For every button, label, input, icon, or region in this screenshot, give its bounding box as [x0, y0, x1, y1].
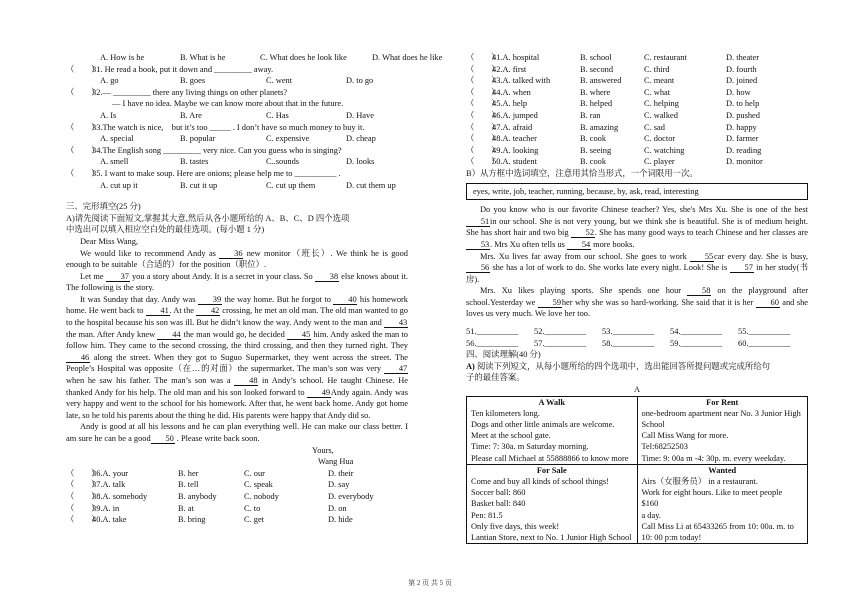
letter-salutation: Dear Miss Wang, — [80, 236, 139, 246]
option: D. looks — [346, 157, 375, 167]
option: D. to go — [346, 76, 374, 86]
option: D. cut them up — [346, 180, 396, 190]
blank: 44 — [157, 330, 181, 340]
option: A. Is — [100, 110, 117, 120]
option: A. How is he — [100, 53, 145, 62]
option: C..sounds — [266, 157, 300, 167]
ad-wanted: Wanted Airs（女服务员） in a restaurant. Work for eight hours. Like to meet people $160 a day. Call Miss Li at 65433265 from 10: 00a. m. to 10: 00 p:m today! — [637, 464, 808, 543]
blank: 40 — [333, 295, 357, 305]
blank: 53 — [466, 240, 490, 250]
question-stem: 33.The watch is nice, but it’s too _____ . I don’t have so much money to buy it. — [92, 122, 365, 132]
q35-options — [66, 180, 408, 192]
answer-line[interactable]: 52.__________ — [534, 327, 587, 337]
option: C. went — [266, 76, 293, 86]
blank: 47 — [384, 364, 408, 374]
blank: 45 — [287, 330, 311, 340]
letter-paragraph-3: It was Sunday that day. Andy was 39 the way home. But he forgot to 40 his homework home. He went back to 41. At the 42 crossing, he met an old man. The old man wanted to go to the hospital because his son was ill. But he didn’t know the way. Andy went to the man and 43 the man. After Andy knew 44 the man would go, he decided 45 him. Andy asked the man to follow him. They came to the second crossing, the third crossing, and then they turned right. They46 along the street. When they got to Suguo Supermarket, they went across the street. The People’s Hospital was opposite（在…的对面）the supermarket. The man’s son was very 47 when he saw his father. The man’s son was a 48 in Andy’s school. He taught Chinese. He thanked Andy for his help. The old man and his son looked forward to 49Andy again. Andy was very happy and went to the school for his homework. After that, he went back home. Andy got home late, so he told his parents about the thing he did. His parents were happy that Andy did so. — [66, 294, 408, 420]
option-row: （ ） 46.A. jumped B. ran C. walked D. pushed — [466, 110, 760, 120]
blank: 54 — [567, 240, 591, 250]
left-column — [66, 52, 443, 526]
right-column — [466, 52, 808, 544]
blank: 37 — [106, 272, 130, 282]
blank: 49 — [307, 388, 331, 398]
ad-walk: A Walk Ten kilometers long. Dogs and other little animals are welcome. Meet at the school gate. Time: 7: 30a. m Saturday morning. Please call Michael at 55888866 to know more — [467, 396, 638, 464]
option: A. cut up it — [100, 180, 138, 190]
q33-options — [66, 133, 408, 145]
blank: 56 — [466, 263, 490, 273]
q36-40-options — [66, 468, 408, 526]
option-row: （ ） 38.A. somebody B. anybody C. nobody D. everybody — [66, 491, 374, 501]
passage-paragraph-3: Mrs. Xu likes playing sports. She spends one hour 58 on the playground after school.Yesterday we 59her why she was so hard-working. She said that it is her 60 and she loves us very much. We love her too. — [466, 286, 808, 319]
section-instructions: 子的最佳答案。 — [466, 373, 525, 383]
question-31 — [66, 64, 408, 76]
option: D. cheap — [346, 134, 376, 144]
word-box: eyes, write, job, teacher, running, because, by, ask, read, interesting — [466, 183, 808, 201]
letter-paragraph-1: We would like to recommend Andy as 36 new monitor（班长）. We think he is good enough to be suitable（合适的）for the position（职位）. — [66, 248, 408, 270]
letter-signature: Wang Hua — [318, 457, 354, 467]
question-stem-2: — I have no idea. Maybe we can know more about that in the future. — [112, 99, 344, 109]
blank: 60 — [756, 298, 780, 308]
ad-sale: For Sale Come and buy all kinds of school things! Soccer ball: 860 Basket ball: 840 Pen: 81.5 Only five days, this week! Lantian Store, next to No. 1 Junior High School — [467, 464, 638, 543]
option-row: （ ） 40.A. take B. bring C. get D. hide — [66, 515, 353, 525]
answer-bracket: （ ） — [66, 122, 100, 132]
letter-closing: Yours, — [312, 445, 334, 455]
section-title: B）从方框中选词填空，注意用其恰当形式，一个词限用一次。 — [466, 168, 698, 178]
answer-line[interactable]: 55.__________ — [738, 327, 791, 337]
option-row: （ ） 48.A. teacher B. cook C. doctor D. farmer — [466, 134, 759, 144]
option: D. What does he like — [372, 53, 443, 62]
answer-bracket: （ ） — [66, 64, 100, 74]
answer-line[interactable]: 60.__________ — [738, 338, 791, 348]
option: B. tastes — [180, 157, 209, 167]
question-33 — [66, 122, 408, 134]
question-34 — [66, 145, 408, 157]
option: B. What is he — [180, 53, 226, 62]
letter-paragraph-2: Let me 37 you a story about Andy. It is a secret in your class. So 38 else knows about it. The following is the story. — [66, 271, 408, 293]
answer-line[interactable]: 59.__________ — [670, 338, 723, 348]
option-row: （ ） 36.A. your B. her C. our D. their — [66, 468, 354, 478]
question-stem: 31. He read a book, put it down and _________ away. — [92, 64, 274, 74]
option-row: （ ） 43.A. talked with B. answered C. meant D. joined — [466, 76, 758, 86]
passage-label: A — [633, 385, 641, 395]
ads-table — [466, 396, 808, 545]
option-row: （ ） 37.A. talk B. tell C. speak D. say — [66, 480, 350, 490]
letter-paragraph-4: Andy is good at all his lessons and he can plan everything well. He can make our class better. I am sure he can be a good 50 . Please write back soon. — [66, 422, 408, 443]
blank: 52 — [571, 228, 595, 238]
option-row: （ ） 44.A. when B. where C. what D. how — [466, 87, 751, 97]
option-row: （ ） 47.A. afraid B. amazing C. sad D. happy — [466, 122, 757, 132]
blank: 42 — [196, 306, 220, 316]
blank: 58 — [687, 286, 711, 296]
option: B. popular — [180, 134, 216, 144]
question-stem: 34.The English song _________ very nice. Can you guess who is singing? — [92, 145, 342, 155]
option: C. expensive — [266, 134, 310, 144]
question-stem: 32.— _________ there any living things on other planets? — [92, 87, 288, 97]
passage-paragraph-2: Mrs. Xu lives far away from our school. She goes to work 55car every day. She is busy, 56 she has a lot of work to do. She works late every night. Look! She is 57 in her study(书房). — [466, 251, 809, 284]
q41-50-options — [466, 52, 808, 168]
answer-line[interactable]: 54.__________ — [670, 327, 723, 337]
option: B. cut it up — [180, 180, 218, 190]
q30-options — [66, 52, 443, 64]
option-row: （ ） 49.A. looking B. seeing C. watching D. reading — [466, 145, 762, 155]
blank: 55 — [690, 252, 714, 262]
option: C. Has — [266, 110, 289, 120]
option-row: （ ） 41.A. hospital B. school C. restaurant D. theater — [466, 53, 760, 62]
option-row: （ ） 50.A. student B. cook C. player D. monitor — [466, 157, 763, 167]
q31-options — [66, 75, 408, 87]
option-row: （ ） 42.A. first B. second C. third D. fourth — [466, 64, 757, 74]
blank: 59 — [538, 298, 562, 308]
question-32 — [66, 87, 408, 99]
blank: 43 — [384, 318, 408, 328]
answer-bracket: （ ） — [66, 87, 100, 97]
option: C. cut up them — [266, 180, 316, 190]
option: B. Are — [180, 110, 202, 120]
option-row: （ ） 45.A. help B. helped C. helping D. to help — [466, 99, 760, 109]
option-row: （ ） 39.A. in B. at C. to D. on — [66, 503, 347, 513]
answer-line[interactable]: 56.__________ — [466, 338, 519, 348]
option: A. special — [100, 134, 134, 144]
passage-paragraph-1: Do you know who is our favorite Chinese teacher? Yes, she's Mrs Xu. She is one of the best 51in our school. She is not very young, but we think she is beautiful. She is of medium height. She has short hair and two big 52. She has many good ways to teach Chinese and her classes are53. Mrs Xu often tells us 54 more books. — [466, 205, 808, 249]
blank: 38 — [315, 272, 339, 282]
blank: 41 — [146, 306, 170, 316]
question-35 — [66, 168, 408, 180]
option: D. Have — [346, 110, 374, 120]
option: B. goes — [180, 76, 206, 86]
section-instructions: 中选出可以填入相应空白处的最佳选项。(每小题 1 分) — [66, 225, 265, 235]
page-number: 第 2 页 共 5 页 — [408, 579, 452, 587]
answer-lines — [466, 326, 808, 349]
blank: 48 — [234, 376, 258, 386]
answer-bracket: （ ） — [66, 168, 100, 178]
blank: 39 — [198, 295, 222, 305]
answer-bracket: （ ） — [66, 145, 100, 155]
answer-line[interactable]: 51.__________ — [466, 327, 519, 337]
blank: 46 — [66, 353, 90, 363]
section-instructions: A) 阅读下列短文，从每小题所给的四个选项中，选出能回答所提问题或完成所给句 — [466, 361, 771, 371]
section-title: 三、完形填空(25 分) — [66, 202, 141, 212]
option: A. smell — [100, 157, 129, 167]
answer-line[interactable]: 53.__________ — [602, 327, 655, 337]
q34-options — [66, 156, 408, 168]
question-stem: 35. I want to make soup. Here are onions; please help me to __________ . — [92, 168, 341, 178]
answer-line[interactable]: 58.__________ — [602, 338, 655, 348]
blank: 57 — [730, 263, 754, 273]
section-title: 四、阅读理解(40 分) — [466, 350, 541, 360]
ad-rent: For Rent one-bedroom apartment near No. 3 Junior High School Call Miss Wang for more. Tel:68252503 Time: 9: 00a m -4: 30p. m. every weekday. — [637, 396, 808, 464]
option: C. What does he look like — [260, 53, 347, 62]
blank: 36 — [219, 249, 243, 259]
section-instructions: A)请先阅读下面短文,掌握其大意,然后从各小题所给的 A、B、C、D 四个选项 — [66, 213, 350, 223]
blank: 51 — [466, 217, 490, 227]
option: A. go — [100, 76, 119, 86]
answer-line[interactable]: 57.__________ — [534, 338, 587, 348]
q32-options — [66, 110, 408, 122]
blank: 50 — [151, 434, 175, 444]
